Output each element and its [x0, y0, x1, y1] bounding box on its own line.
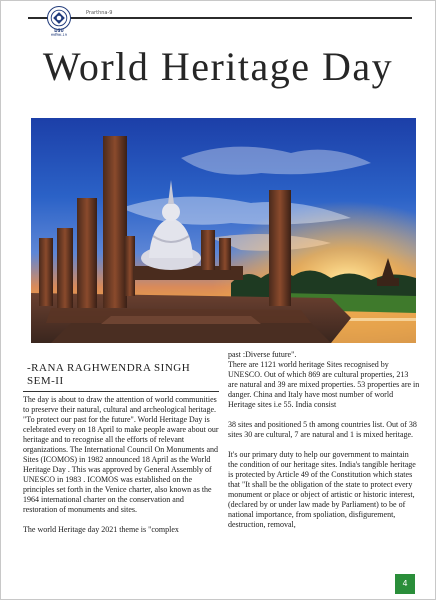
right-paragraph-2: 38 sites and positioned 5 th among countries list. Out of 38 sites 30 are cultural, 7 are natural and 1 is mixed heritage. — [228, 420, 417, 439]
author-name: -RANA RAGHWENDRA SINGH — [27, 362, 191, 374]
article-right-column — [228, 350, 420, 530]
author-rule — [23, 391, 219, 392]
left-paragraph-1: The day is about to draw the attention of world communities to preserve their natural, cultural and archeological heritage. "To protect our past for the future". World Heritage Day is celebrated every on 18 April to make people aware about our heritage and to recognise all the efforts of relevant organizations. The International Council On Monuments and Sites (ICOMOS) in 1982 announced 18 April as the World Heritage Day . This was approved by General Assembly of UNESCO in 1983 . ICOMOS was established on the principles set forth in the Venice charter, also known as the 1964 international charter on the conservation and restoration of monuments and sites. — [23, 395, 219, 514]
page-number: 4 — [395, 574, 415, 594]
article-left-column — [23, 362, 219, 535]
left-paragraph-2: The world Heritage day 2021 theme is "complex — [23, 525, 179, 534]
author-semester: SEM-II — [27, 375, 64, 387]
right-paragraph-3: It's our primary duty to help our government to maintain the condition of our heritage sites. India's tangible heritage is protected by Article 49 of the Constitution which states that "It shall be the obligation of the state to protect every monument or place or object of artistic or historic interest, (declared by or under law made by Parliament) to be of national importance, from spoliation, disfigurement, destruction, removal, — [228, 450, 416, 529]
university-logo-icon — [47, 6, 71, 30]
logo-subtext: स्मारिका-19 — [50, 33, 67, 37]
logo-caption — [42, 29, 76, 37]
right-paragraph-1: past :Diverse future". There are 1121 world heritage Sites recognised by UNESCO. Out of which 869 are cultural properties, 213 are natural and 39 are mixed properties. 53 properties are in danger. China and Italy have most number of world Heritage sites i.e 55. India consist — [228, 350, 420, 409]
magazine-name: Prarthna-9 — [86, 10, 113, 16]
article-title: World Heritage Day — [42, 44, 394, 89]
temple-buddha-statue-sunset-photo — [31, 118, 416, 343]
logo-text: DSU — [54, 28, 64, 33]
header-rule — [28, 17, 412, 19]
